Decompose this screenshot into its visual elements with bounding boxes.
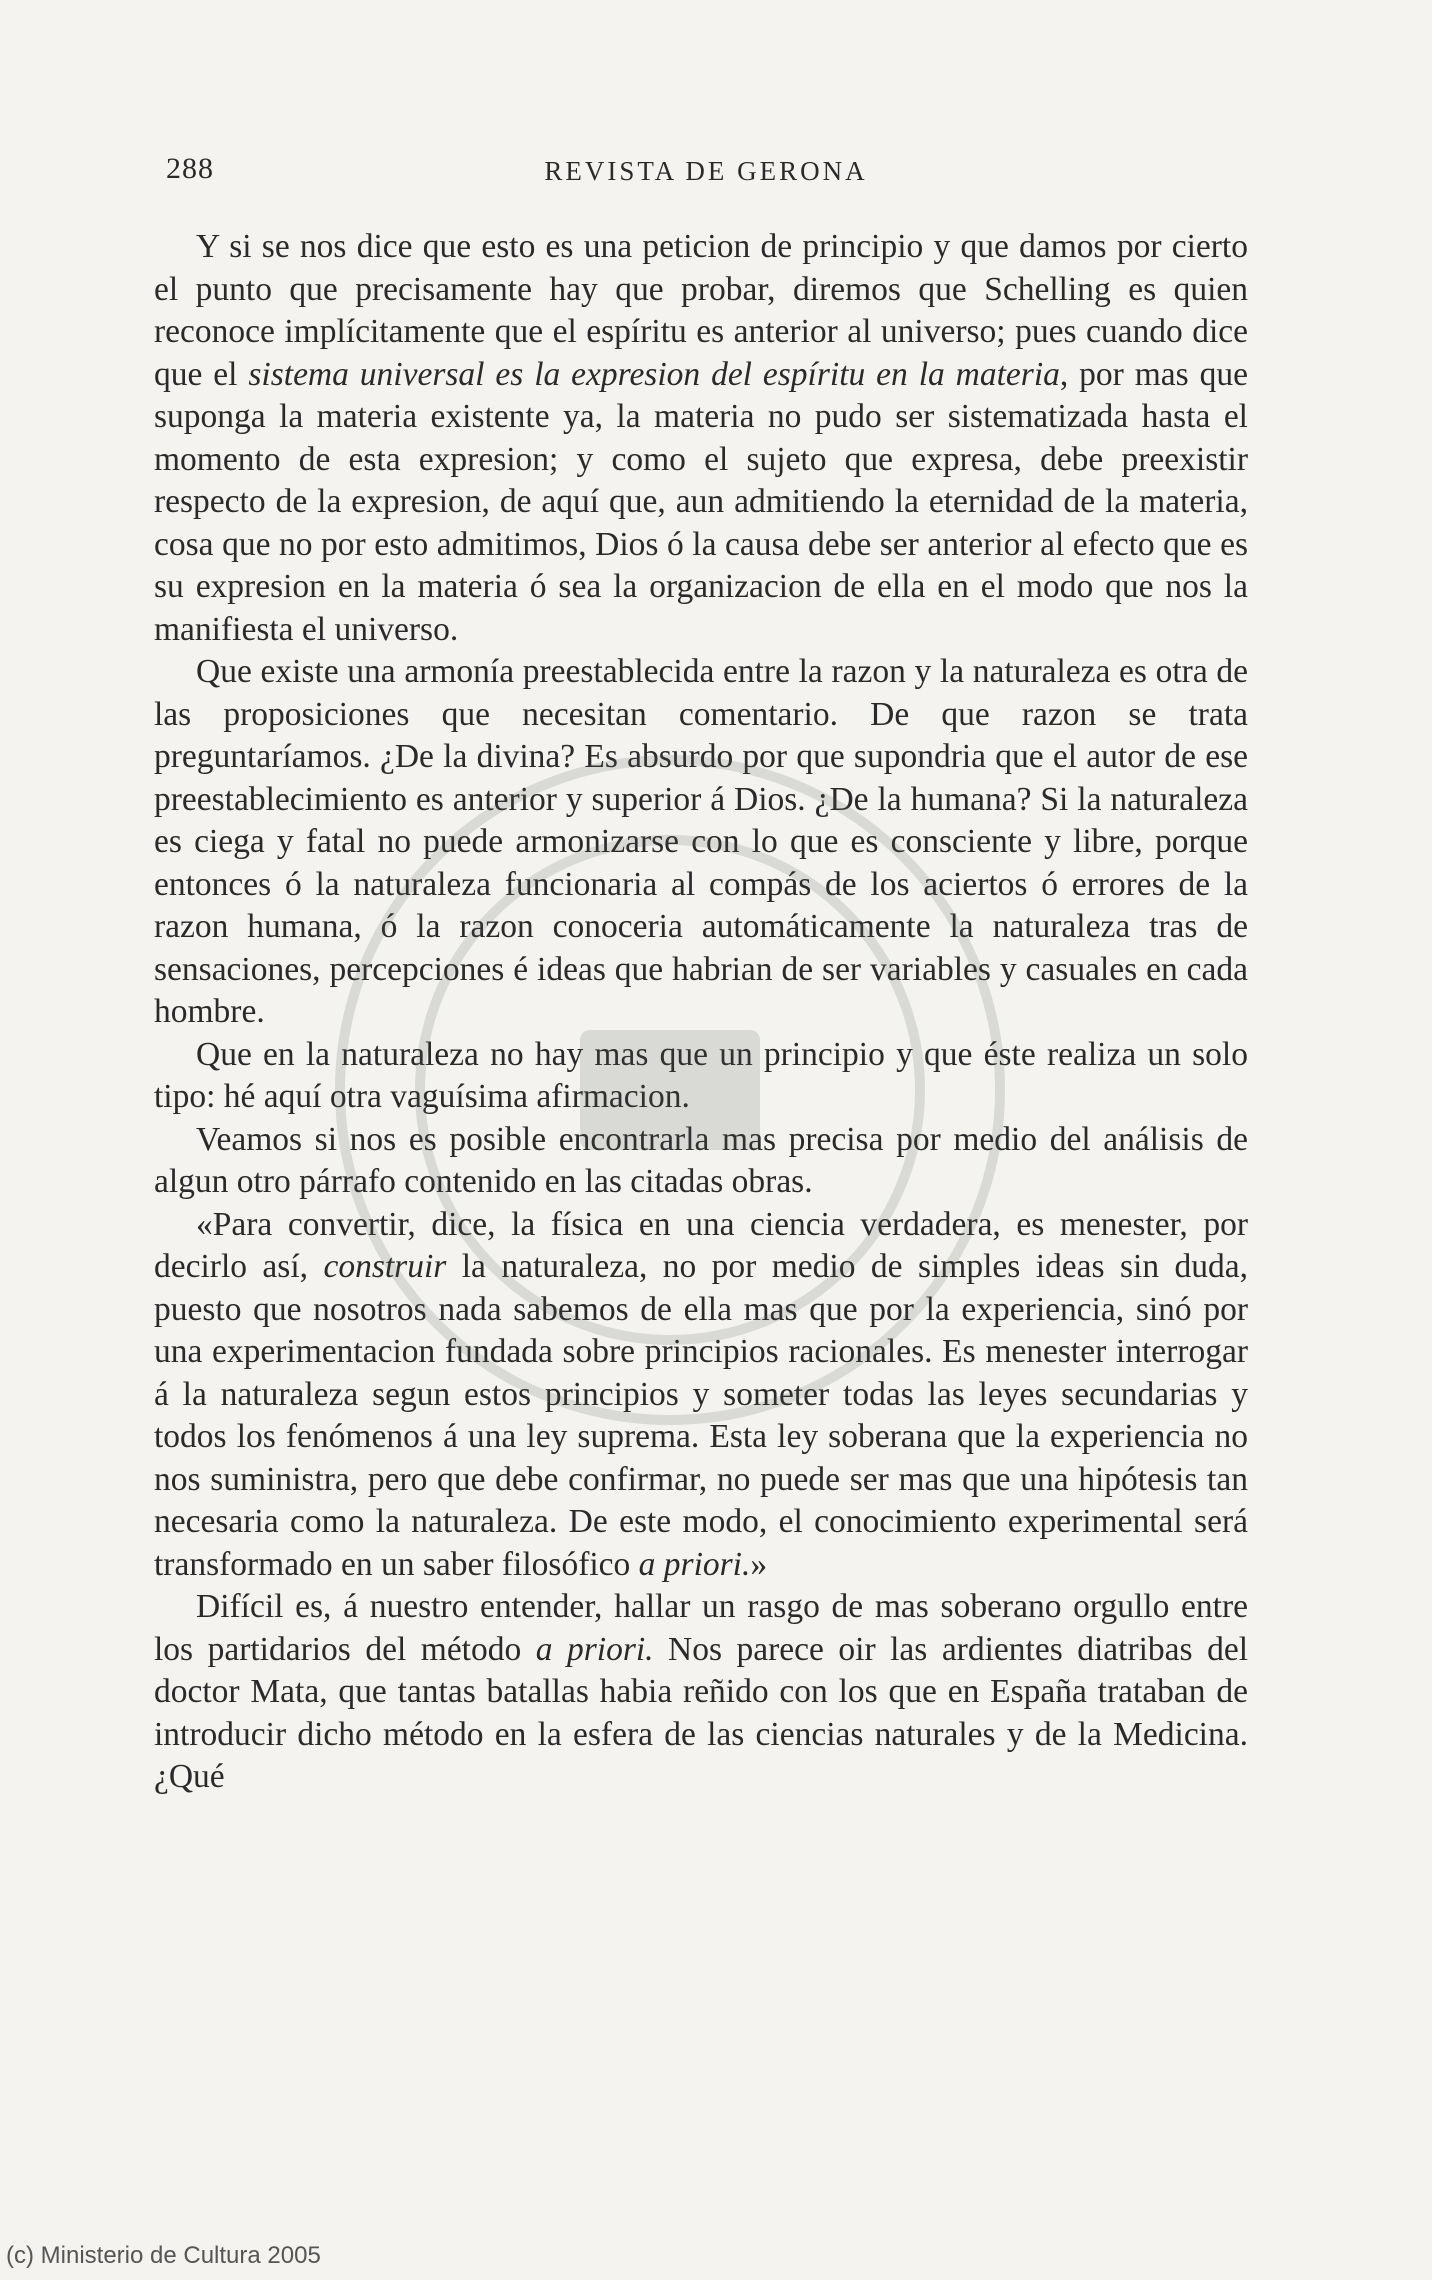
paragraph: Difícil es, á nuestro entender, hallar un rasgo de mas soberano orgullo entre los partidarios del método a priori. Nos parece oir las ardientes diatribas del doctor Mata, que tantas batallas habia reñido con los que en España trataban de introducir dicho método en la esfera de las ciencias naturales y de la Medicina. ¿Qué (154, 1588, 1248, 1795)
running-head (166, 152, 1246, 192)
paragraph: Que existe una armonía preestablecida entre la razon y la naturaleza es otra de las proposiciones que necesitan comentario. De que razon se trata preguntaríamos. ¿De la divina? Es absurdo por que supondria que el autor de ese preestablecimiento es anterior y superior á Dios. ¿De la humana? Si la naturaleza es ciega y fatal no puede armonizarse con lo que es consciente y libre, porque entonces ó la naturaleza funcionaria al compás de los aciertos ó errores de la razon humana, ó la razon conoceria automáticamente la naturaleza tras de sensaciones, percepciones é ideas que habrian de ser variables y casuales en cada hombre. (154, 653, 1248, 1030)
article-body (154, 226, 1248, 1799)
copyright-notice: (c) Ministerio de Cultura 2005 (6, 2242, 321, 2269)
paragraph: Veamos si nos es posible encontrarla mas precisa por medio del análisis de algun otro párrafo contenido en las citadas obras. (154, 1120, 1248, 1200)
journal-title: REVISTA DE GERONA (544, 156, 868, 186)
page-number: 288 (166, 152, 214, 185)
paragraph: Que en la naturaleza no hay mas que un principio y que éste realiza un solo tipo: hé aquí otra vaguísima afirmacion. (154, 1035, 1248, 1115)
paragraph: «Para convertir, dice, la física en una ciencia verdadera, es menester, por decirlo así, construir la naturaleza, no por medio de simples ideas sin duda, puesto que nosotros nada sabemos de ella mas que por la experiencia, sinó por una experimentacion fundada sobre principios racionales. Es menester interrogar á la naturaleza segun estos principios y someter todas las leyes secundarias y todos los fenómenos á una ley suprema. Esta ley soberana que la experiencia no nos suministra, pero que debe confirmar, no puede ser mas que una hipótesis tan necesaria como la naturaleza. De este modo, el conocimiento experimental será transformado en un saber filosófico a priori.» (154, 1205, 1248, 1583)
paragraph: Y si se nos dice que esto es una peticion de principio y que damos por cierto el punto que precisamente hay que probar, diremos que Schelling es quien reconoce implícitamente que el espíritu es anterior al universo; pues cuando dice que el sistema universal es la expresion del espíritu en la materia, por mas que suponga la materia existente ya, la materia no pudo ser sistematizada hasta el momento de esta expresion; y como el sujeto que expresa, debe preexistir respecto de la expresion, de aquí que, aun admitiendo la eternidad de la materia, cosa que no por esto admitimos, Dios ó la causa debe ser anterior al efecto que es su expresion en la materia ó sea la organizacion de ella en el modo que nos la manifiesta el universo. (154, 228, 1248, 648)
